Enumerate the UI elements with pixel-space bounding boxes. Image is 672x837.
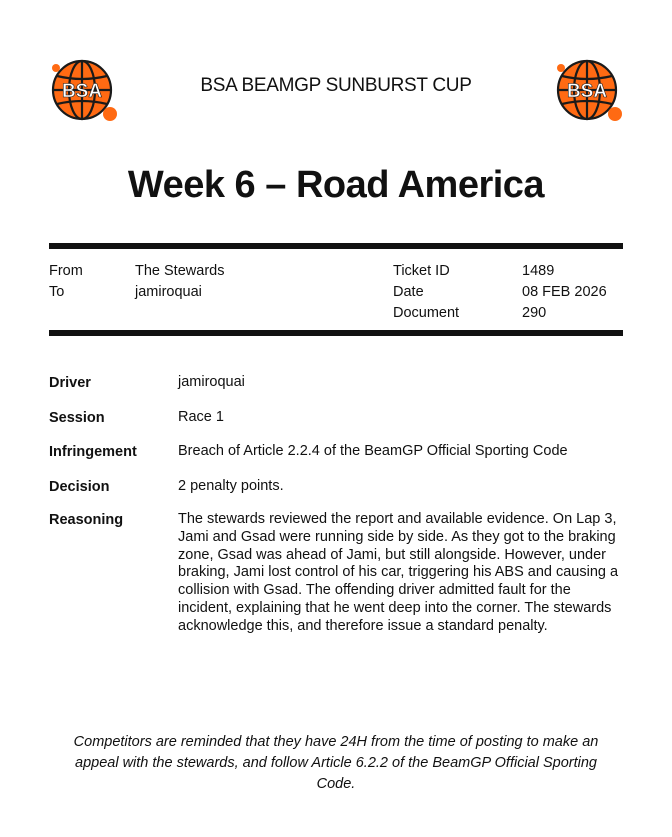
to-value: jamiroquai (135, 284, 202, 300)
to-label: To (49, 284, 65, 300)
divider-top (49, 243, 623, 249)
from-value: The Stewards (135, 263, 225, 279)
infringement-value: Breach of Article 2.2.4 of the BeamGP Official Sporting Code (178, 443, 568, 459)
driver-label: Driver (49, 375, 91, 391)
reasoning-value: The stewards reviewed the report and available evidence. On Lap 3, Jami and Gsad were running side by side. As they got to the braking zone, Gsad was ahead of Jami, but still alongside. However, under braking, Jami lost control of his car, triggering his ABS and causing a collision with Gsad. The offending driver admitted fault for the incident, explaining that he went deep into the corner. The stewards acknowledge this, and therefore issue a standard penalty. (178, 511, 619, 634)
logo-text: BSA (566, 81, 608, 102)
ticket-id-label: Ticket ID (393, 263, 450, 279)
document-label: Document (393, 305, 460, 321)
driver-value: jamiroquai (178, 374, 245, 390)
divider-bottom (49, 330, 623, 336)
date-value: 08 FEB 2026 (522, 284, 607, 300)
series-name: BSA BEAMGP SUNBURST CUP (200, 75, 472, 96)
appeal-notice: Competitors are reminded that they have 24H from the time of posting to make an appeal with the stewards, and follow Article 6.2.2 of the BeamGP Official Sporting Code. (73, 734, 599, 792)
from-label: From (49, 263, 83, 279)
date-label: Date (393, 284, 424, 300)
document-value: 290 (522, 305, 547, 321)
event-title: Week 6 – Road America (127, 164, 545, 206)
reasoning-label: Reasoning (49, 512, 124, 528)
infringement-label: Infringement (49, 444, 137, 460)
logo-text: BSA (61, 81, 103, 102)
session-label: Session (49, 410, 105, 426)
decision-value: 2 penalty points. (178, 478, 284, 494)
session-value: Race 1 (178, 409, 224, 425)
decision-label: Decision (49, 479, 110, 495)
ticket-id-value: 1489 (522, 263, 555, 279)
